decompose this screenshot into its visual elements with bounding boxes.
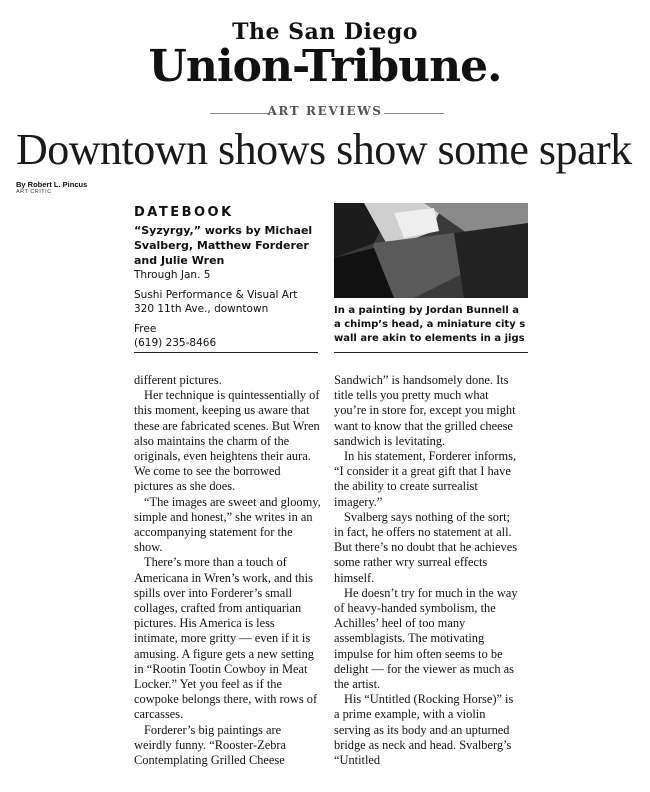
photo-caption-line: a chimp’s head, a miniature city s xyxy=(334,319,526,330)
headline: Downtown shows show some spark xyxy=(16,125,632,174)
masthead-title: Union-Tribune. xyxy=(148,41,502,92)
datebook-title-line: Svalberg, Matthew Forderer xyxy=(134,239,309,252)
paragraph: His “Untitled (Rocking Horse)” is a prime example, with a violin serving as its body and an upturned bridge as neck and head. Svalberg’s “Untitled xyxy=(334,692,514,768)
article-column-right xyxy=(334,373,521,768)
datebook-price: Free xyxy=(134,323,157,335)
byline: By Robert L. Pincus xyxy=(16,180,88,189)
paragraph: He doesn’t try for much in the way of heavy-handed symbolism, the Achilles’ heel of too many assemblagists. The motivating impulse for him often seems to be delight — for the viewer as much as the artist. xyxy=(334,585,518,692)
datebook-heading: DATEBOOK xyxy=(134,205,234,220)
paragraph: different pictures. xyxy=(134,373,222,387)
paragraph: There’s more than a touch of Americana in Wren’s work, and this spills over into Forderer’s small collages, crafted from antiquarian pictures. His America is less intimate, more gritty — even if it is amusing. A figure gets a new setting in “Rootin Tootin Cowboy in Meat Locker.” Yet you feel as if the cowpoke belongs there, with rows of carcasses. xyxy=(134,555,318,722)
painting-photo xyxy=(334,203,528,298)
caption-rule xyxy=(334,352,528,353)
byline-title: ART CRITIC xyxy=(16,189,52,195)
datebook-title-line: “Syzyrgy,” works by Michael xyxy=(134,224,313,237)
section-label: ART REVIEWS xyxy=(267,104,383,118)
datebook-title xyxy=(134,223,319,268)
paragraph: Forderer’s big paintings are weirdly funny. “Rooster-Zebra Contemplating Grilled Cheese xyxy=(134,722,287,768)
masthead-small: The San Diego xyxy=(232,19,418,45)
datebook-phone: (619) 235-8466 xyxy=(134,337,217,349)
paragraph: Svalberg says nothing of the sort; in fact, he offers no statement at all. But there’s no doubt that he achieves some rather wry surreal effects himself. xyxy=(334,509,518,585)
section-rule-right xyxy=(384,113,444,114)
photo-caption-line: wall are akin to elements in a jigs xyxy=(334,333,525,344)
painting-image xyxy=(334,203,528,298)
photo-caption-line: In a painting by Jordan Bunnell a xyxy=(334,305,520,316)
datebook-address: 320 11th Ave., downtown xyxy=(134,303,269,315)
paragraph: In his statement, Forderer informs, “I consider it a great gift that I have the ability to create surrealist imagery.” xyxy=(334,449,517,509)
article-column-left xyxy=(134,373,321,768)
datebook-rule xyxy=(134,352,318,353)
paragraph: Her technique is quintessentially of this moment, keeping us aware that these are fabricated scenes. But Wren also maintains the charm of the originals, even heightens their aura. We come to see the borrowed pictures as she does. xyxy=(134,388,320,494)
datebook-title-line: and Julie Wren xyxy=(134,254,225,267)
paragraph: “The images are sweet and gloomy, simple and honest,” she writes in an accompanying statement for the show. xyxy=(134,494,321,555)
datebook-venue: Sushi Performance & Visual Art xyxy=(134,289,298,301)
paragraph: Sandwich” is handsomely done. Its title tells you pretty much what you’re in store for, except you might want to know that the grilled cheese sandwich is levitating. xyxy=(334,373,516,448)
datebook-dates: Through Jan. 5 xyxy=(134,269,211,281)
